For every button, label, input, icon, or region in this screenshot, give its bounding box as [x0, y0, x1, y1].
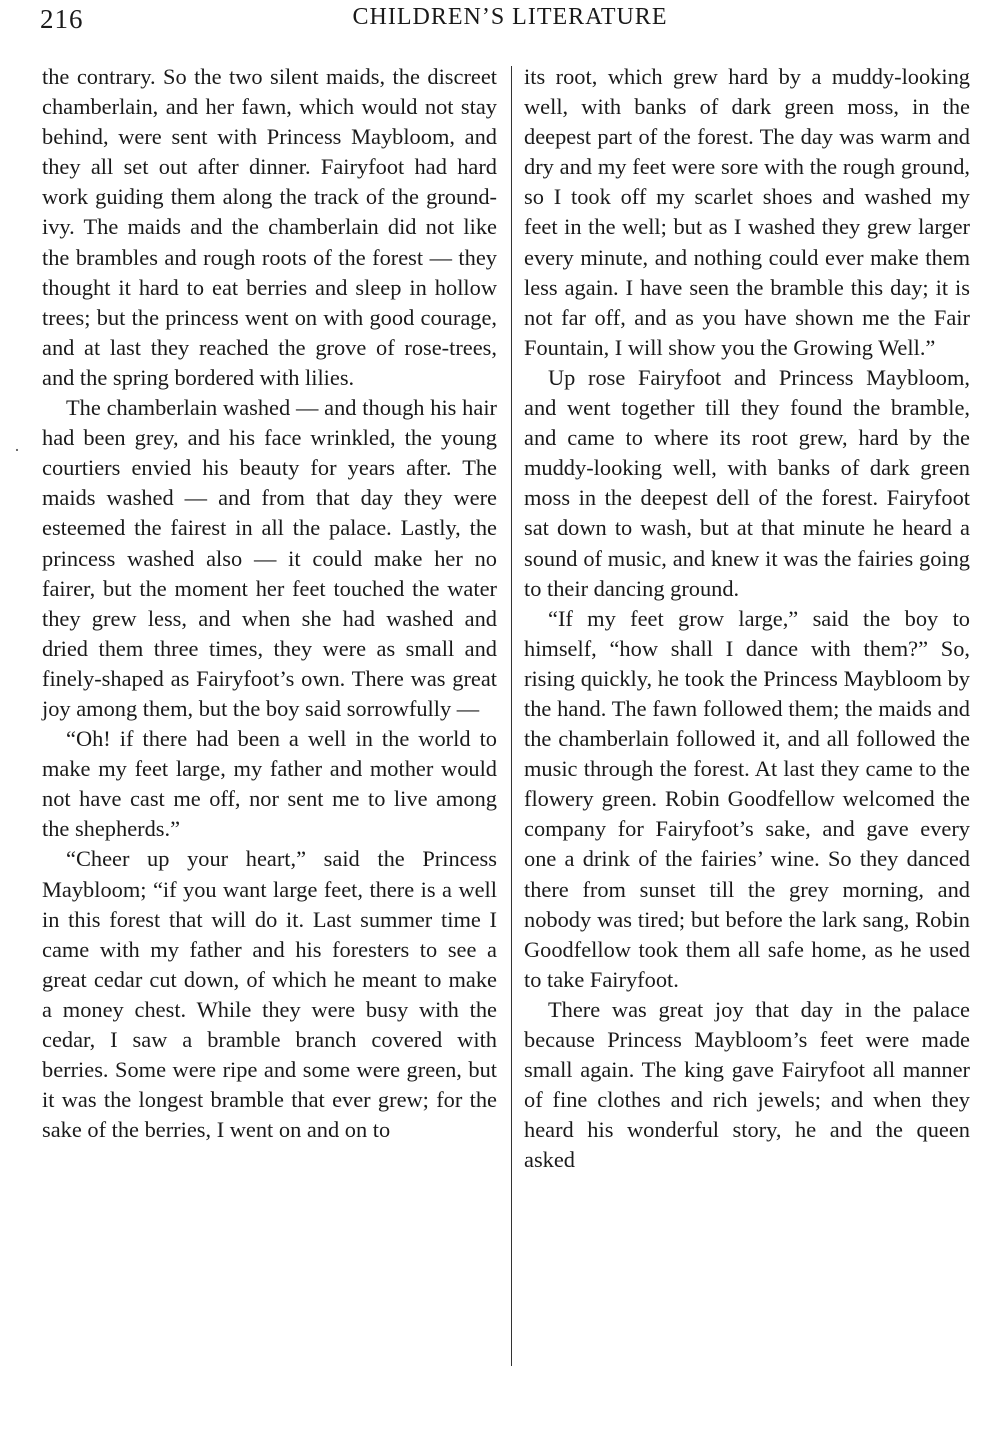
- paragraph: “Cheer up your heart,” said the Princess Maybloom; “if you want large feet, there is a well in this forest that will do it. Last summer time I came with my father and his foresters to see a great cedar cut down, of which he meant to make a money chest. While they were busy with the cedar, I saw a bramble branch covered with berries. Some were ripe and some were green, but it was the longest bramble that ever grew; for the sake of the berries, I went on and on to: [42, 846, 497, 1143]
- paragraph: its root, which grew hard by a muddy-looking well, with banks of dark green moss, in the deepest part of the forest. The day was warm and dry and my feet were sore with the rough ground, so I took off my scarlet shoes and washed my feet in the well; but as I washed they grew larger every minute, and nothing could ever make them less again. I have seen the bramble this day; it is not far off, and as you have shown me the Fair Fountain, I will show you the Growing Well.”: [524, 64, 970, 360]
- paragraph: Up rose Fairyfoot and Princess Maybloom, and went together till they found the bramble, and came to where its root grew, hard by the muddy-looking well, with banks of dark green moss in the deepest dell of the forest. Fairyfoot sat down to wash, but at that minute he heard a sound of music, and knew it was the fairies going to their dancing ground.: [524, 364, 970, 601]
- left-column: [42, 62, 497, 1145]
- paragraph: “If my feet grow large,” said the boy to himself, “how shall I dance with them?” So, rising quickly, he took the Princess Maybloom by the hand. The fawn followed them; the maids and the chamberlain followed it, and all followed the music through the forest. At last they came to the flowery green. Robin Goodfellow welcomed the company for Fairyfoot’s sake, and gave every one a drink of the fairies’ wine. So they danced there from sunset till the grey morning, and nobody was tired; but before the lark sang, Robin Goodfellow took them all safe home, as he used to take Fairyfoot.: [524, 605, 970, 992]
- right-column: [524, 62, 970, 1175]
- column-divider: [511, 66, 512, 1366]
- page-header: [0, 4, 1000, 44]
- paragraph: “Oh! if there had been a well in the world to make my feet large, my father and mother would not have cast me off, nor sent me to live among the shepherds.”: [42, 726, 497, 842]
- page-number: 216: [40, 4, 84, 34]
- margin-mark: ·: [14, 440, 20, 460]
- paragraph: the contrary. So the two silent maids, the discreet chamberlain, and her fawn, which would not stay behind, were sent with Princess Maybloom, and they all set out after dinner. Fairyfoot had hard work guiding them along the track of the ground-ivy. The maids and the chamberlain did not like the brambles and rough roots of the forest — they thought it hard to eat berries and sleep in hollow trees; but the princess went on with good courage, and at last they reached the grove of rose-trees, and the spring bordered with lilies.: [42, 64, 497, 390]
- running-head: CHILDREN’S LITERATURE: [352, 4, 668, 30]
- paragraph: There was great joy that day in the palace because Princess Maybloom’s feet were made small again. The king gave Fairyfoot all manner of fine clothes and rich jewels; and when they heard his wonderful story, he and the queen asked: [524, 996, 970, 1173]
- paragraph: The chamberlain washed — and though his hair had been grey, and his face wrinkled, the young courtiers envied his beauty for years after. The maids washed — and from that day they were esteemed the fairest in all the palace. Lastly, the princess washed also — it could make her no fairer, but the moment her feet touched the water they grew less, and when she had washed and dried them three times, they were as small and finely-shaped as Fairyfoot’s own. There was great joy among them, but the boy said sorrowfully —: [42, 395, 497, 721]
